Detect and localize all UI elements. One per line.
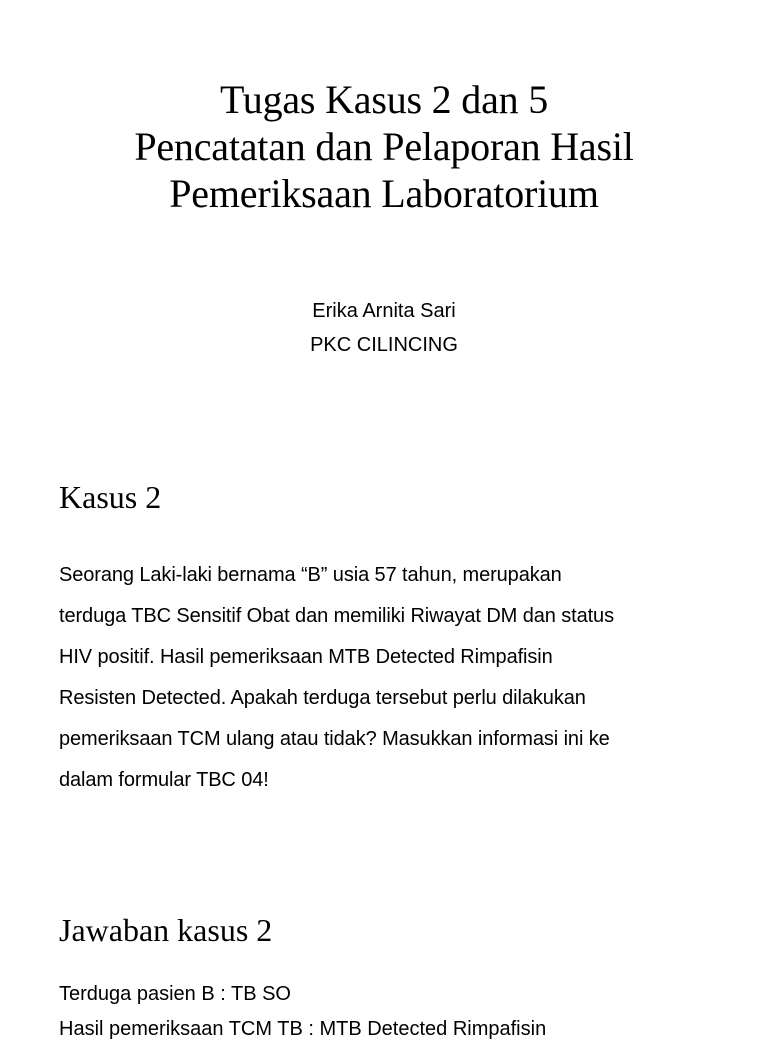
author-info [0, 294, 768, 362]
answer-heading: Jawaban kasus 2 [59, 912, 273, 948]
answer-line-2: Hasil pemeriksaan TCM TB : MTB Detected Rimpafisin [59, 1018, 547, 1040]
case-line-3: HIV positif. Hasil pemeriksaan MTB Detected Rimpafisin [59, 646, 553, 668]
case-line-5: pemeriksaan TCM ulang atau tidak? Masukkan informasi ini ke [59, 728, 610, 750]
case-line-6: dalam formular TBC 04! [59, 769, 269, 791]
author-name: Erika Arnita Sari [312, 300, 456, 322]
case-line-1: Seorang Laki-laki bernama “B” usia 57 tahun, merupakan [59, 564, 562, 586]
title-line-1: Tugas Kasus 2 dan 5 [219, 77, 549, 122]
document-title [0, 76, 768, 217]
case-line-2: terduga TBC Sensitif Obat dan memiliki Riwayat DM dan status [59, 605, 614, 627]
title-line-3: Pemeriksaan Laboratorium [169, 171, 599, 216]
case-line-4: Resisten Detected. Apakah terduga tersebut perlu dilakukan [59, 687, 586, 709]
answer-content [59, 977, 739, 1047]
case-heading: Kasus 2 [59, 479, 162, 515]
author-organization: PKC CILINCING [310, 334, 458, 356]
case-description [59, 555, 739, 801]
title-line-2: Pencatatan dan Pelaporan Hasil [134, 124, 634, 169]
answer-line-1: Terduga pasien B : TB SO [59, 983, 291, 1005]
